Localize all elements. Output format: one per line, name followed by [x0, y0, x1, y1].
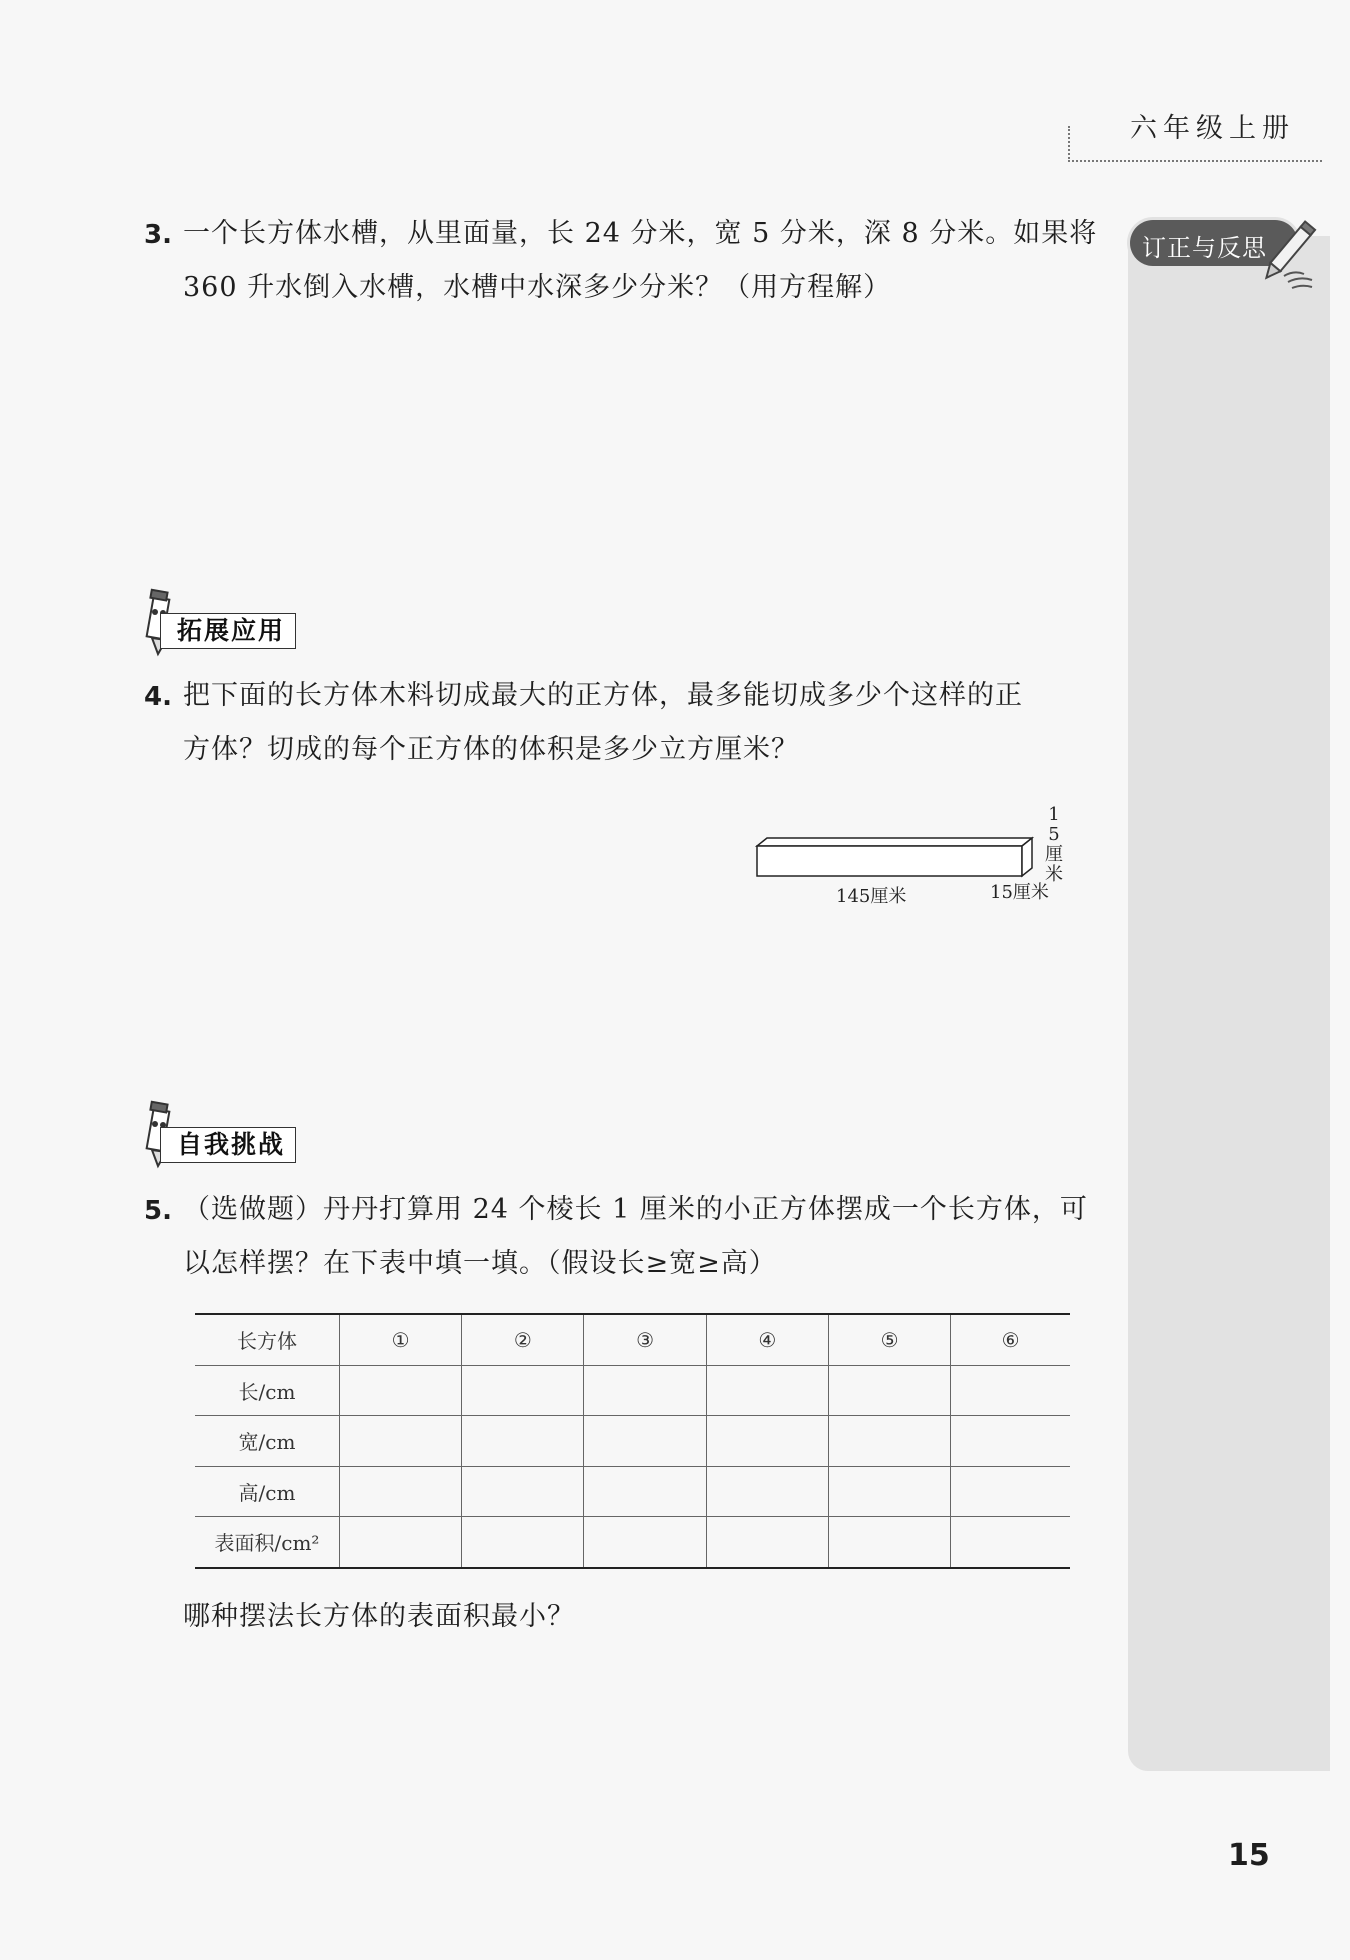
answer-cell[interactable] [828, 1365, 950, 1416]
cuboid-length-label: 145厘米 [836, 886, 907, 907]
table-row [195, 1365, 1070, 1416]
table-header-cell: 长方体 [195, 1314, 340, 1365]
sidebar-panel [1128, 236, 1330, 1771]
table-row [195, 1466, 1070, 1517]
answer-cell[interactable] [951, 1365, 1070, 1416]
answer-table [195, 1313, 1070, 1569]
answer-cell[interactable] [706, 1416, 828, 1467]
answer-cell[interactable] [584, 1365, 706, 1416]
answer-cell[interactable] [462, 1517, 584, 1568]
answer-cell[interactable] [706, 1365, 828, 1416]
question-5-number: 5. [144, 1196, 172, 1226]
answer-cell[interactable] [951, 1517, 1070, 1568]
question-5-line2: 以怎样摆？在下表中填一填。（假设长≥宽≥高） [183, 1248, 777, 1279]
answer-cell[interactable] [951, 1466, 1070, 1517]
table-header-cell: ① [340, 1314, 462, 1365]
cuboid-width-label: 15厘米 [990, 882, 1049, 903]
cuboid-diagram [750, 834, 1040, 884]
sidebar-label: 订正与反思 [1142, 234, 1267, 262]
answer-cell[interactable] [340, 1365, 462, 1416]
answer-cell[interactable] [951, 1416, 1070, 1467]
table-header-cell: ⑥ [951, 1314, 1070, 1365]
table-row-label: 长/cm [195, 1365, 340, 1416]
question-3-line1: 一个长方体水槽，从里面量，长 24 分米，宽 5 分米，深 8 分米。如果将 [183, 218, 1098, 249]
table-header-row [195, 1314, 1070, 1365]
question-5-line1: （选做题）丹丹打算用 24 个棱长 1 厘米的小正方体摆成一个长方体，可 [183, 1194, 1088, 1225]
table-row-label: 高/cm [195, 1466, 340, 1517]
answer-cell[interactable] [340, 1517, 462, 1568]
answer-cell[interactable] [706, 1466, 828, 1517]
answer-cell[interactable] [462, 1416, 584, 1467]
section-heading-challenge: 自我挑战 [160, 1127, 296, 1163]
question-3-number: 3. [144, 220, 172, 250]
table-row-label: 宽/cm [195, 1416, 340, 1467]
question-4-line1: 把下面的长方体木料切成最大的正方体，最多能切成多少个这样的正 [183, 680, 1023, 711]
answer-cell[interactable] [340, 1466, 462, 1517]
grade-title: 六年级上册 [1130, 113, 1295, 144]
table-row [195, 1416, 1070, 1467]
cuboid-height-label: 15厘米 [1045, 804, 1063, 885]
table-header-cell: ⑤ [828, 1314, 950, 1365]
answer-cell[interactable] [828, 1466, 950, 1517]
pencil-icon [1262, 216, 1324, 294]
table-row [195, 1517, 1070, 1568]
table-header-cell: ② [462, 1314, 584, 1365]
answer-cell[interactable] [828, 1517, 950, 1568]
answer-cell[interactable] [706, 1517, 828, 1568]
answer-cell[interactable] [584, 1517, 706, 1568]
page-number: 15 [1228, 1838, 1270, 1873]
table-row-label: 表面积/cm² [195, 1517, 340, 1568]
table-header-cell: ③ [584, 1314, 706, 1365]
answer-cell[interactable] [584, 1466, 706, 1517]
answer-cell[interactable] [584, 1416, 706, 1467]
question-3-line2: 360 升水倒入水槽，水槽中水深多少分米？（用方程解） [183, 272, 892, 303]
table-header-cell: ④ [706, 1314, 828, 1365]
answer-cell[interactable] [340, 1416, 462, 1467]
question-4-line2: 方体？切成的每个正方体的体积是多少立方厘米？ [183, 734, 799, 765]
answer-cell[interactable] [462, 1466, 584, 1517]
question-5-followup: 哪种摆法长方体的表面积最小？ [183, 1601, 575, 1632]
question-4-number: 4. [144, 682, 172, 712]
section-heading-expand: 拓展应用 [160, 613, 296, 649]
answer-cell[interactable] [462, 1365, 584, 1416]
answer-cell[interactable] [828, 1416, 950, 1467]
